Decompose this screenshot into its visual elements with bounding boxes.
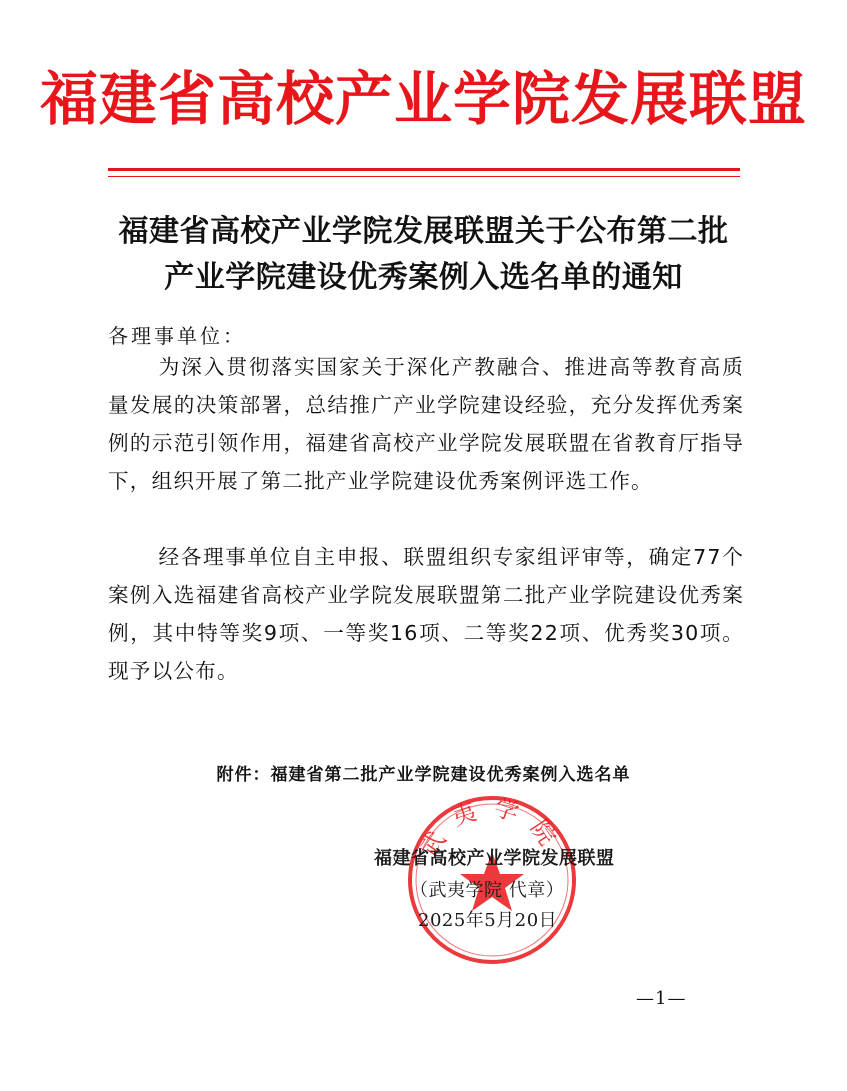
notice-title-line-1: 福建省高校产业学院发展联盟关于公布第二批 <box>118 214 729 249</box>
attachment-line: 附件：福建省第二批产业学院建设优秀案例入选名单 <box>216 765 631 785</box>
signature-organization: 福建省高校产业学院发展联盟 <box>374 848 615 869</box>
signature-date: 2025年5月20日 <box>418 910 558 931</box>
salutation: 各理事单位： <box>108 324 246 348</box>
body-paragraph-1-text: 为深入贯彻落实国家关于深化产教融合、推进高等教育高质量发展的决策部署，总结推广产业学院建设经验，充分发挥优秀案例的示范引领作用，福建省高校产业学院发展联盟在省教育厅指导下，组织开展了第二批产业学院建设优秀案例评选工作。 <box>108 355 744 493</box>
notice-title-line-2: 产业学院建设优秀案例入选名单的通知 <box>164 260 683 295</box>
seal-text: 武夷学院 <box>414 793 570 862</box>
page-number: —1— <box>636 988 687 1009</box>
signature-representative: （武夷学院 代章） <box>410 880 565 901</box>
masthead-title: 福建省高校产业学院发展联盟 <box>39 65 807 133</box>
body-paragraph-2 <box>108 538 744 690</box>
masthead-rule-thin <box>108 176 740 177</box>
masthead-rule-thick <box>108 168 740 171</box>
body-paragraph-1 <box>108 348 744 500</box>
body-paragraph-2-text: 经各理事单位自主申报、联盟组织专家组评审等，确定77个案例入选福建省高校产业学院发展联盟第二批产业学院建设优秀案例，其中特等奖9项、一等奖16项、二等奖22项、优秀奖30项。现予以公布。 <box>108 545 744 683</box>
